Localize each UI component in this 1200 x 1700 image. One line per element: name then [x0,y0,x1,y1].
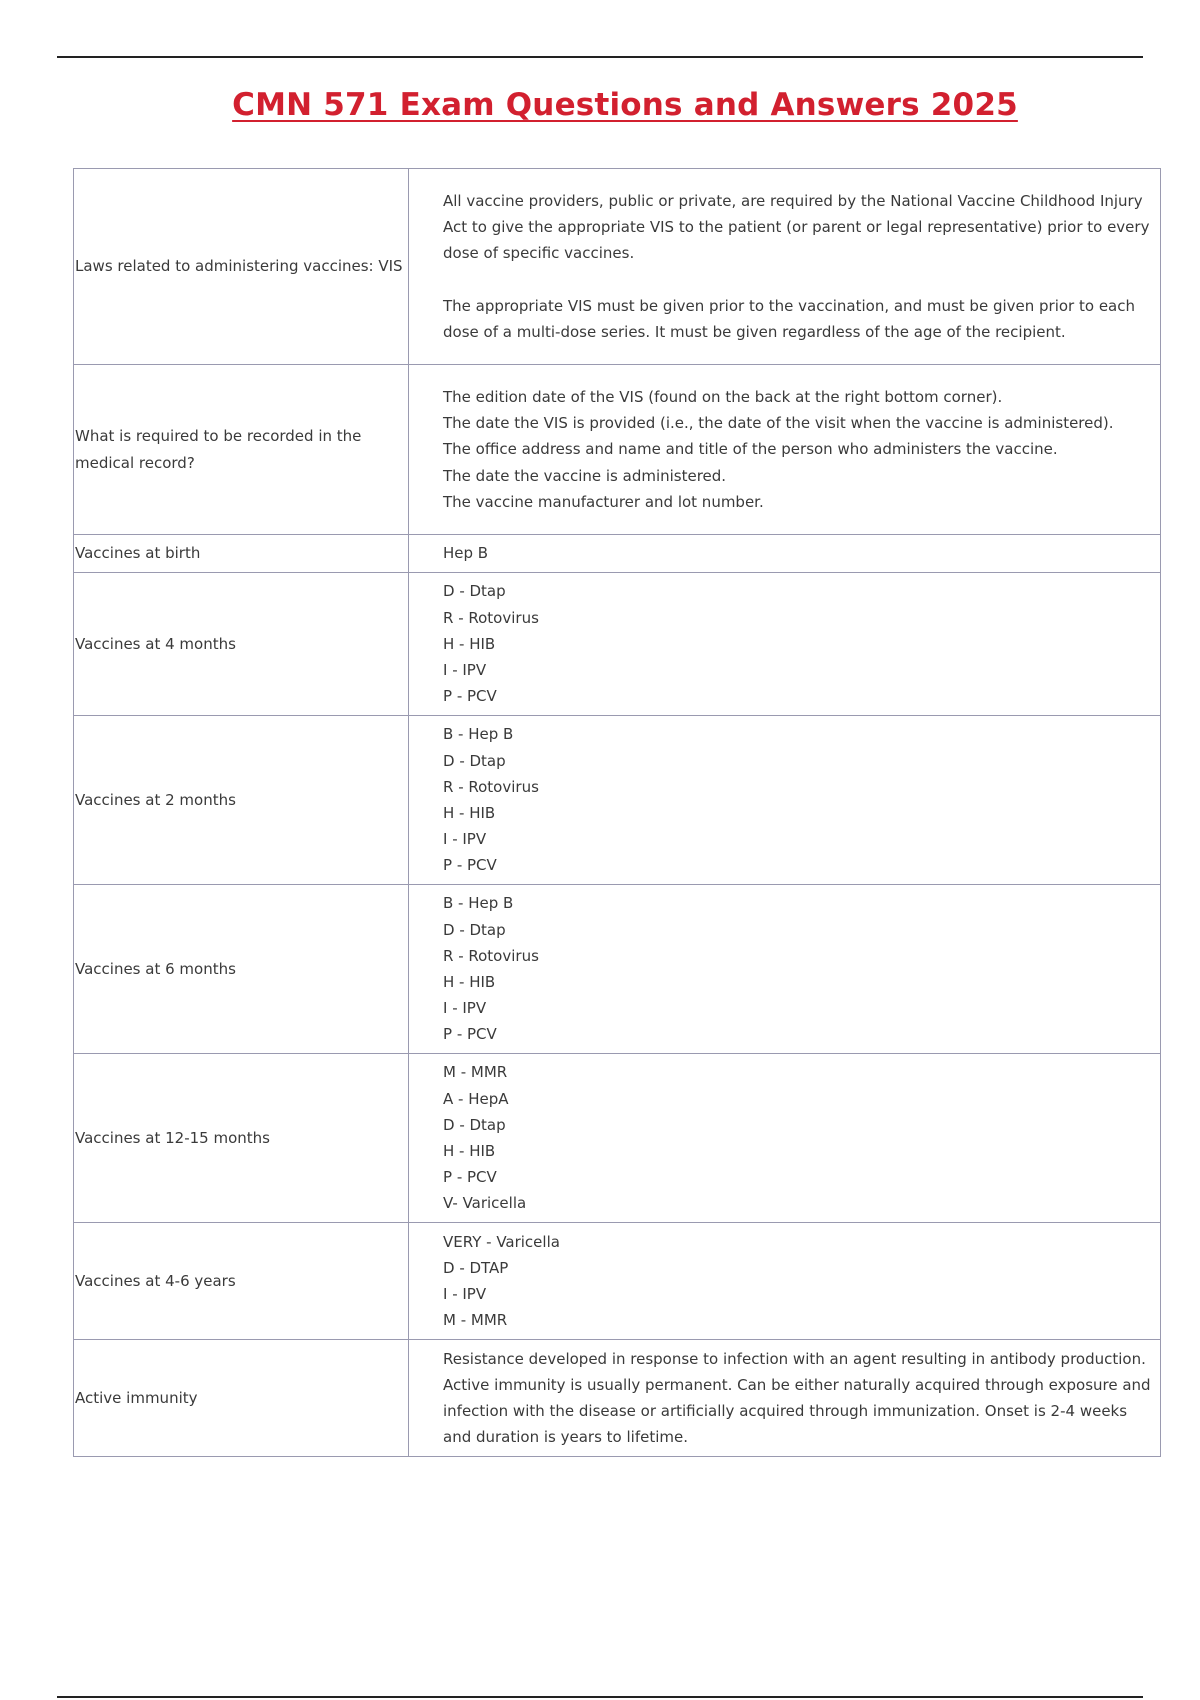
answer-line: The date the VIS is provided (i.e., the date of the visit when the vaccine is administered). [443,414,1114,433]
answer-line: D - Dtap [443,920,506,939]
qa-row-4-6-years [74,1223,1161,1340]
answer-cell [409,365,1161,535]
answer-line: V- Varicella [443,1194,527,1213]
answer-cell [409,573,1161,716]
question-cell: Active immunity [74,1340,409,1457]
answer-line: H - HIB [443,804,496,822]
answer-line: I - IPV [443,661,487,680]
footer-rule [57,1696,1143,1698]
question-cell: Vaccines at 4 months [74,573,409,716]
answer-cell [409,535,1161,573]
answer-paragraph: The appropriate VIS must be given prior to the vaccination, and must be given prior to each dose of a multi-dose series. It must be given regardless of the age of the recipient. [443,296,1140,341]
answer-line: The vaccine manufacturer and lot number. [443,492,764,511]
answer-line: B - Hep B [443,725,514,744]
question-cell: Laws related to administering vaccines: VIS [74,169,409,365]
answer-paragraph: All vaccine providers, public or private, are required by the National Vaccine Childhood Injury Act to give the appropriate VIS to the patient (or parent or legal representative) prior to every dose of specific vaccines. [443,191,1155,263]
qa-row-6-months [74,885,1161,1054]
header-rule [57,56,1143,58]
answer-line: I - IPV [443,1285,487,1303]
answer-line: H - HIB [443,973,496,991]
qa-row-active-immunity [74,1340,1161,1457]
answer-line: D - Dtap [443,1115,506,1134]
answer-cell [409,885,1161,1054]
answer-cell [409,1054,1161,1223]
answer-cell [409,1223,1161,1340]
answer-line: The edition date of the VIS (found on the back at the right bottom corner). [443,387,1003,406]
answer-line: H - HIB [443,634,496,653]
answer-line: H - HIB [443,1142,496,1160]
answer-line: P - PCV [443,687,497,706]
answer-cell [409,716,1161,885]
question-cell: Vaccines at 4-6 years [74,1223,409,1340]
answer-line: I - IPV [443,830,487,849]
answer-line: B - Hep B [443,894,514,913]
qa-row-medical-record [74,365,1161,535]
answer-line: P - PCV [443,856,497,875]
qa-row-vis-laws [74,169,1161,365]
document-title: CMN 571 Exam Questions and Answers 2025 [232,86,1018,123]
answer-line: D - DTAP [443,1258,509,1277]
answer-cell [409,1340,1161,1457]
answer-line: P - PCV [443,1168,497,1187]
qa-row-12-15-months [74,1054,1161,1223]
question-cell: Vaccines at birth [74,535,409,573]
answer-cell [409,169,1161,365]
qa-row-4-months [74,573,1161,716]
qa-row-birth [74,535,1161,573]
answer-line: D - Dtap [443,751,506,770]
answer-line: R - Rotovirus [443,608,539,627]
qa-table [73,168,1161,1457]
qa-row-2-months [74,716,1161,885]
answer-line: A - HepA [443,1089,509,1108]
answer-line: I - IPV [443,999,487,1018]
answer-line: The office address and name and title of the person who administers the vaccine. [443,440,1058,459]
answer-line: The date the vaccine is administered. [443,466,727,485]
question-cell: What is required to be recorded in the medical record? [74,365,409,535]
answer-line: M - MMR [443,1063,508,1082]
answer-line: Hep B [443,544,489,563]
answer-line: P - PCV [443,1025,497,1044]
answer-line: R - Rotovirus [443,946,539,965]
answer-line: M - MMR [443,1311,508,1330]
answer-paragraph: Resistance developed in response to infection with an agent resulting in antibody production. Active immunity is usually permanent. Can be either naturally acquired through exposure and infection with the disease or artificially acquired through immunization. Onset is 2-4 weeks and duration is years to lifetime. [443,1349,1156,1447]
question-cell: Vaccines at 6 months [74,885,409,1054]
answer-line: R - Rotovirus [443,777,539,796]
question-cell: Vaccines at 2 months [74,716,409,885]
question-cell: Vaccines at 12-15 months [74,1054,409,1223]
answer-line: D - Dtap [443,582,506,601]
answer-line: VERY - Varicella [443,1232,560,1251]
